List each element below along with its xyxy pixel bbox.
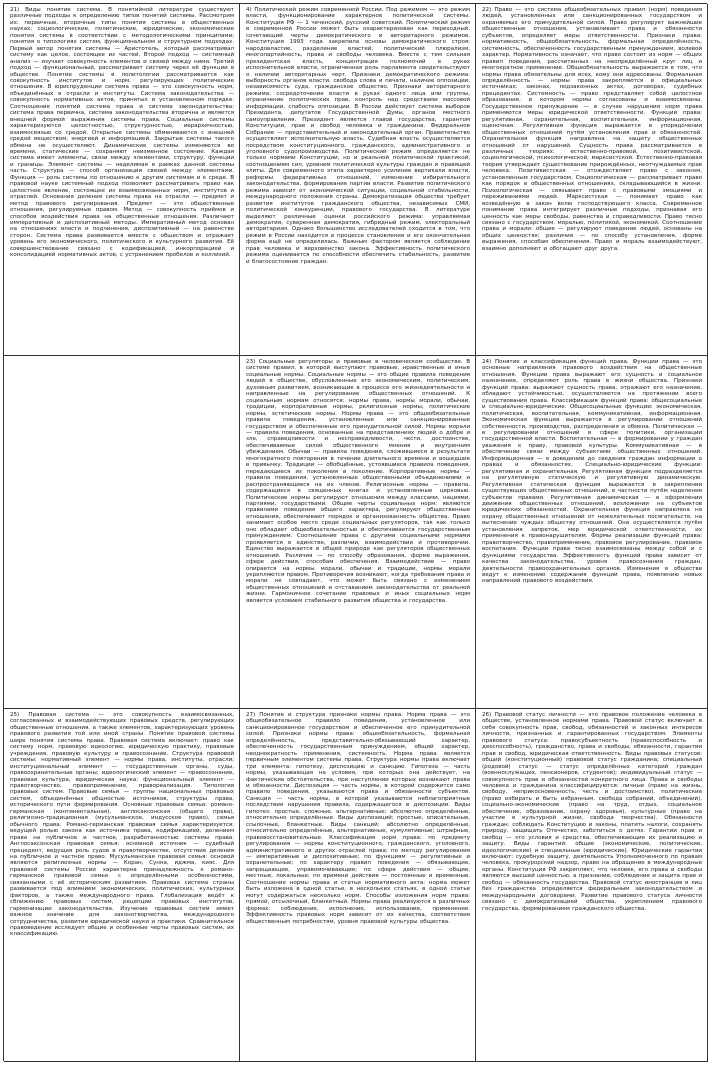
- card-text: [246, 359, 470, 604]
- card-text: [10, 7, 234, 259]
- card-number: 25): [10, 712, 20, 718]
- card-number: 21): [10, 7, 20, 13]
- card-21: [4, 4, 240, 356]
- card-body: Понятие и структура признаки нормы права. Норма права — это общеобязательное правило поведения, установленное или санкционированное государством и обеспеченное его принудительной силой. Признаки нормы права: общеобязательность, формальная определённость, представительно-обязывающий характер, обеспеченность государственным принуждением, общий характер, неоднократность применения, системность. Норма права является первичным элементом системы права. Структура нормы права включает три элемента: гипотезу, диспозицию и санкцию. Гипотеза — часть нормы, указывающая на условия, при которых она действует, на фактические обстоятельства, при наступлении которых возникают права и обязанности. Диспозиция — часть нормы, в которой содержится само правило поведения, указываются права и обязанности субъектов. Санкция — часть нормы, в которой указываются неблагоприятные последствия нарушения правила, содержащегося в диспозиции. Виды гипотез: простые, сложные, альтернативные; абсолютно определённые, относительно определённые. Виды диспозиций: простые, описательные, ссылочные, бланкетные. Виды санкций: абсолютно определённые, относительно определённые, альтернативные, кумулятивные; штрафные, правовосстановительные. Классификация норм права: по предмету регулирования — нормы конституционного, гражданского, уголовного, административного и других отраслей права; по методу регулирования — императивные и диспозитивные; по функциям — регулятивные и охранительные; по характеру правил поведения — обязывающие, запрещающие, управомочивающие; по сфере действия — общие, местные, локальные; по времени действия — постоянные и временные. Соотношение нормы права и статьи нормативного акта: норма может быть изложена в одной статье, в нескольких статьях, в одной статье могут содержаться несколько норм. Способы изложения норм права: прямой, отсылочный, бланкетный. Нормы права реализуются в различных формах: соблюдение, исполнение, использование, применение. Эффективность правовых норм зависит от их качества, соответствия общественным потребностям, уровня правовой культуры общества.: [246, 712, 470, 925]
- card-body: Понятие и классификация функций права. Функции права — это основные направления правового воздействия на общественные отношения. Функции права выражают его сущность и социальное назначение, определяют роль права в жизни общества. Признаки функций права: выражают сущность права, отражают его назначение, обладают устойчивостью, осуществляются на протяжении всего существования права. Классификация функций права: общесоциальные и специально-юридические. Общесоциальные функции: экономическая, политическая, воспитательная, коммуникативная, информационная. Экономическая функция выражается в регулировании отношений собственности, производства, распределения и обмена. Политическая — в регулировании отношений в сфере политики, организации государственной власти. Воспитательная — в формировании у граждан уважения к праву, правовой культуры. Коммуникативная — в обеспечении связи между субъектами общественных отношений. Информационная — в доведении до сведения граждан информации о правах и обязанностях. Специально-юридические функции: регулятивная и охранительная. Регулятивная функция подразделяется на регулятивную статическую и регулятивную динамическую. Регулятивная статическая функция выражается в закреплении существующих общественных отношений, в частности путём наделения субъектов правами. Регулятивная динамическая — в оформлении движения общественных отношений, возложении на субъектов юридических обязанностей. Охранительная функция направлена на охрану общественных отношений от нежелательных посягательств, на вытеснение чуждых обществу отношений. Она осуществляется путём установления запретов, мер юридической ответственности, их применения к правонарушителям. Формы реализации функций права: правотворчество, правоприменение, правовое регулирование, правовое воспитание. Функции права тесно взаимосвязаны между собой и с функциями государства. Эффективность функций права зависит от качества законодательства, уровня правосознания граждан, деятельности правоохранительных органов. Изменения в обществе ведут к изменению содержания функций права, появлению новых направлений правового воздействия.: [482, 359, 702, 585]
- card-number: 26): [482, 712, 492, 718]
- card-text: [10, 712, 234, 938]
- card-23: [240, 356, 476, 709]
- card-22: [476, 4, 708, 356]
- card-body: Социальные регуляторы и правовые в человеческом сообществе. В системе правил, в которой выступают правовые, нравственные и иные социальные нормы. Социальные нормы — это общие правила поведения людей в обществе, обусловленные его экономическим, политическим, духовным развитием, возникающие в процессе его жизнедеятельности и направленные на регулирование общественных отношений. К социальным нормам относятся: нормы права, нормы морали, обычаи, традиции, корпоративные нормы, религиозные нормы, политические нормы, эстетические нормы. Нормы права — это общеобязательные правила поведения, установленные или санкционированные государством и обеспеченные его принудительной силой. Нормы морали — правила поведения, основанные на представлениях людей о добре и зле, справедливости и несправедливости, чести, достоинстве, обеспечиваемые силой общественного мнения и внутренним убеждением. Обычаи — правила поведения, сложившиеся в результате многократного повторения в течение длительного времени и вошедшие в привычку. Традиции — обобщённые, устоявшиеся правила поведения, передающиеся из поколения в поколение. Корпоративные нормы — правила поведения, установленные общественными объединениями и распространяющиеся на их членов. Религиозные нормы — правила, содержащиеся в священных книгах и установленные церковью. Политические нормы регулируют отношения между классами, нациями, партиями, государствами. Общие черты социальных норм: являются правилами поведения общего характера, регулируют общественные отношения, обеспечивают порядок и организованность общества. Право занимает особое место среди социальных регуляторов, так как только оно обладает общеобязательностью и обеспечивается государственным принуждением. Соотношение права с другими социальными нормами проявляется в единстве, различии, взаимодействии и противоречии. Единство выражается в общей природе как регуляторов общественных отношений. Различия — по способу образования, форме выражения, сфере действия, способам обеспечения. Взаимодействие — право опирается на нормы морали, обычаи и традиции, нормы морали укрепляются правом. Противоречия возникают, когда требования права и морали не совпадают, что может быть связано с изменением общественных отношений и отставанием законодательства от реальной жизни. Гармоничное сочетание правовых и иных социальных норм является условием стабильного развития общества и государства.: [246, 359, 470, 604]
- card-26: [476, 709, 708, 1062]
- card-body: Право — это система общеобязательных правил (норм) поведения людей, установленных или санкционированных государством и охраняемых его принудительной силой. Право регулирует важнейшие общественные отношения, устанавливает права и обязанности субъектов, определяет меры ответственности. Признаки права: нормативность, общеобязательность, формальная определённость, системность, обеспеченность государственным принуждением, волевой характер. Нормативность означает, что право состоит из норм — общих правил поведения, рассчитанных на неопределённый круг лиц и многократное применение. Общеобязательность выражается в том, что нормы права обязательны для всех, кому они адресованы. Формальная определённость — нормы права закрепляются в официальных источниках: законах, подзаконных актах, договорах, судебных прецедентах. Системность — право представляет собой целостное образование, в котором нормы согласованы и взаимосвязаны. Государственное принуждение — в случае нарушения норм права применяются меры юридической ответственности. Функции права: регулятивная, охранительная, воспитательная, информационная, оценочная. Регулятивная функция выражается в упорядочении общественных отношений путём установления прав и обязанностей. Охранительная функция направлена на защиту общественных отношений от нарушений. Сущность права рассматривается в различных теориях: естественно-правовой, позитивистской, социологической, психологической, марксистской. Естественно-правовая теория утверждает существование прирождённых, неотчуждаемых прав человека. Позитивистская — отождествляет право с законом, установленным государством. Социологическая — рассматривает право как порядок в общественных отношениях, складывающийся в жизни. Психологическая — связывает право с правовыми эмоциями и переживаниями людей. Марксистская — понимает право как возведённую в закон волю господствующего класса. Современное понимание права интегрирует различные подходы, признавая его ценность как меры свободы, равенства и справедливости. Право тесно связано с государством, моралью, политикой, экономикой. Соотношение права и морали: общее — регулируют поведение людей, основаны на общих ценностях; различия — по способу установления, форме выражения, способам обеспечения. Право и мораль взаимодействуют, взаимно дополняют и обогащают друг друга.: [482, 7, 703, 252]
- card-24: [476, 356, 708, 709]
- card-empty: [4, 356, 240, 709]
- card-body: Политический режим современной России. Под режимом — это режим власти, функционирование характерное политической системы. Конституция РФ — 1 чеченский, русский советский. Политический режим в современной России может быть охарактеризован как переходный, сочетающий черты демократического и авторитарного режимов. Конституция 1993 года закрепила основы демократического строя: народовластие, разделение властей, политический плюрализм, многопартийность, права и свободы человека. Вместе с тем сильная президентская власть, концентрация полномочий в руках исполнительной власти, ограниченная роль парламента свидетельствуют о наличии авторитарных черт. Признаки демократического режима: выборность органов власти, свобода слова и печати, наличие оппозиции, независимость суда, гражданское общество. Признаки авторитарного режима: сосредоточение власти в руках одного лица или группы, ограничение политических прав, контроль над средствами массовой информации, слабость оппозиции. В России действует система выборов Президента, депутатов Государственной Думы, органов местного самоуправления. Президент является главой государства, гарантом Конституции, прав и свобод человека и гражданина. Федеральное Собрание — представительный и законодательный орган. Правительство осуществляет исполнительную власть. Судебная власть осуществляется посредством конституционного, гражданского, административного и уголовного судопроизводства. Политический режим определяется не только нормами Конституции, но и реальной политической практикой, соотношением сил, уровнем политической культуры граждан и правящей элиты. Для современного этапа характерно усиление вертикали власти, реформы федеративных отношений, изменение избирательного законодательства, формирование партии власти. Развитие политического режима зависит от экономической ситуации, социальной стабильности, международного положения страны. Демократизация общества требует развития институтов гражданского общества, независимых СМИ, политической конкуренции, правового государства. В литературе выделяют различные оценки российского режима: управляемая демократия, суверенная демократия, гибридный режим, электоральный авторитаризм. Однако большинство исследователей сходится в том, что режим в России находится в процессе становления и его окончательная форма ещё не определилась. Важным фактором является соблюдение прав человека и верховенство закона. Эффективность политического режима оценивается по способности обеспечить стабильность, развитие и благосостояние граждан.: [246, 7, 470, 265]
- flashcard-sheet: [3, 3, 707, 1061]
- card-text: [246, 7, 470, 265]
- card-number: 27): [246, 712, 256, 718]
- card-text: [482, 359, 702, 585]
- card-27: [240, 709, 476, 1062]
- card-text: [482, 7, 702, 252]
- card-body: Виды понятие система. В понятийной литературе существуют различные подходы к определению типов понятий системы. Рассмотрим их: первичные, вторичные типы понятия системы в общественных науках; социологические, политические, юридические, экономические понятия системы в соответствии с методологическими принципами; понятия о типологиях систем, функциональном и структурном подходах. Первый автор понятия системы — Аристотель, который рассматривал систему как целое, состоящее из частей. Второй подход — системный анализ — изучает совокупность элементов и связей между ними. Третий подход — функциональный, рассматривает систему через её функции в обществе. Понятие системы в политологии рассматривается как совокупность институтов и норм, регулирующих политические отношения. В юриспруденции система права — это совокупность норм, объединённых в отрасли и институты. Система законодательства — совокупность нормативных актов, принятых в установленном порядке. Соотношение понятий система права и система законодательства: система права первична, система законодательства вторична и является внешней формой выражения системы права. Социальные системы характеризуются целостностью, структурностью, иерархичностью, взаимосвязью со средой. Открытые системы обмениваются с внешней средой веществом, энергией и информацией. Закрытые системы такого обмена не осуществляют. Динамические системы изменяются во времени, статические — сохраняют неизменное состояние. Каждая система имеет элементы, связи между элементами, структуру, функции и границы. Элемент системы — неделимая в рамках данной системы часть. Структура — способ организации связей между элементами. Функция — роль системы по отношению к другим системам и к среде. В правовой науке системный подход позволяет рассматривать право как целостное явление, состоящее из взаимосвязанных норм, институтов и отраслей. Основания деления системы права на отрасли — предмет и метод правового регулирования. Предмет — это общественные отношения, регулируемые правом. Метод — совокупность приёмов и способов воздействия права на общественные отношения. Различают императивный и диспозитивный методы. Императивный метод основан на отношениях власти и подчинения, диспозитивный — на равенстве сторон. Система права развивается вместе с обществом и отражает уровень его экономического, политического и культурного развития. Её совершенствование связано с кодификацией, инкорпорацией и консолидацией нормативных актов, с устранением пробелов и коллизий.: [10, 7, 235, 259]
- card-body: Правовая система — это совокупность взаимосвязанных, согласованных и взаимодействующих правовых средств, регулирующих общественные отношения, а также элементов, характеризующих уровень правового развития той или иной страны. Понятие правовой системы шире понятия системы права. Правовая система включает: право как систему норм, правовую идеологию, юридическую практику, правовые учреждения, правовую культуру и правосознание. Структура правовой системы: нормативный элемент — нормы права, институты, отрасли; институциональный элемент — государственные органы, суды, правоохранительные органы; идеологический элемент — правосознание, правовая культура, юридическая наука; функциональный элемент — правотворчество, правоприменение, правореализация. Типология правовых систем. Правовые семьи — группы национальных правовых систем, объединённых общностью источников, структуры права, исторического пути формирования. Основные правовые семьи: романо-германская (континентальная), англосаксонская (общего права), религиозно-традиционная (мусульманское, индусское право), семья обычного права. Романо-германская правовая семья характеризуется: ведущей ролью закона как источника права, кодификацией, делением права на публичное и частное, разработанностью системы права. Англосаксонская правовая семья: основной источник — судебный прецедент, ведущая роль судов в правотворчестве, отсутствие деления на публичное и частное право. Мусульманская правовая семья: основой являются религиозные нормы — Коран, Сунна, иджма, кияс. Для правовой системы России характерна принадлежность к романо-германской правовой семье с определёнными особенностями, связанными с её историческим развитием. Правовая система страны развивается под влиянием экономических, политических, культурных факторов, а также международного права. Глобализация ведёт к сближению правовых систем, рецепции правовых институтов, гармонизации законодательства. Изучение правовых систем имеет важное значение для законотворчества, международного сотрудничества, развития юридической науки и практики. Сравнительное правоведение исследует общие и особенные черты правовых систем, их классификацию.: [10, 712, 234, 938]
- card-number: 22): [482, 7, 492, 13]
- card-text: [246, 712, 470, 925]
- card-4: [240, 4, 476, 356]
- card-text: [482, 712, 702, 912]
- card-body: Правовой статус личности — это правовое положение человека в обществе, установленное нормами права. Правовой статус включает в себя совокупность прав, свобод, обязанностей и законных интересов личности, признанных и гарантированных государством. Элементы правового статуса: правосубъектность (правоспособность и дееспособность), гражданство, права и свободы, обязанности, гарантии прав и свобод, юридическая ответственность. Виды правовых статусов: общий (конституционный) правовой статус гражданина; специальный (родовой) статус — статус определённых категорий граждан (военнослужащих, пенсионеров, студентов); индивидуальный статус — совокупность прав и обязанностей конкретного лица. Права и свободы человека и гражданина классифицируются: личные (право на жизнь, свободу, неприкосновенность, честь и достоинство), политические (право избирать и быть избранным, свобода собраний, объединений), социально-экономические (право на труд, отдых, социальное обеспечение, образование, охрану здоровья), культурные (право на участие в культурной жизни, свобода творчества). Обязанности граждан: соблюдать Конституцию и законы, платить налоги, сохранять природу, защищать Отечество, заботиться о детях. Гарантии прав и свобод — это условия и средства, обеспечивающие их реализацию и защиту. Виды гарантий: общие (экономические, политические, идеологические) и специальные (юридические). Юридические гарантии включают: судебную защиту, деятельность Уполномоченного по правам человека, прокурорский надзор, право на обращение в международные органы. Конституция РФ закрепляет, что человек, его права и свободы являются высшей ценностью, а признание, соблюдение и защита прав и свобод — обязанность государства. Правовой статус иностранцев и лиц без гражданства определяется федеральным законодательством и международными договорами. Развитие правового статуса личности связано с демократизацией общества, укреплением правового государства, формированием гражданского общества.: [482, 712, 702, 912]
- card-25: [4, 709, 240, 1062]
- card-number: 4): [246, 7, 252, 13]
- card-number: 24): [482, 359, 492, 365]
- card-number: 23): [246, 359, 256, 365]
